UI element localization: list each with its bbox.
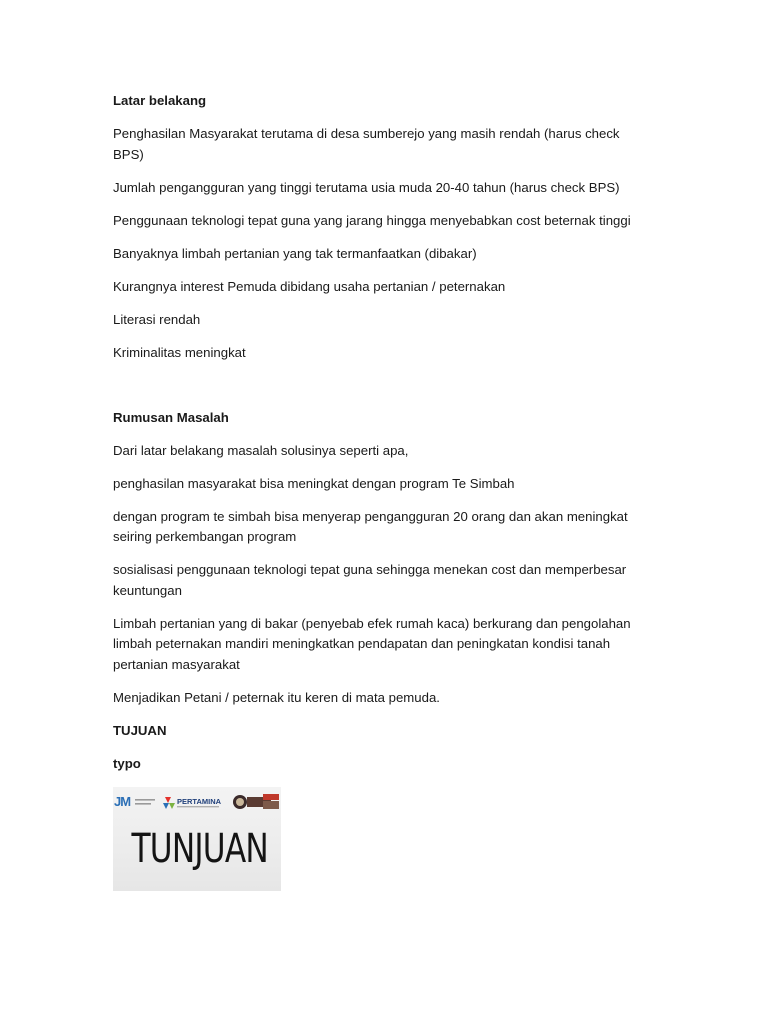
heading-tujuan: TUJUAN	[113, 722, 167, 738]
banner-title: TUNJUAN	[131, 825, 268, 872]
latar-item: Kriminalitas meningkat	[113, 344, 246, 360]
sponsor-logos	[113, 793, 281, 811]
rumusan-item: penghasilan masyarakat bisa meningkat dengan program Te Simbah	[113, 475, 515, 491]
heading-latar-belakang: Latar belakang	[113, 93, 207, 108]
latar-item: Banyaknya limbah pertanian yang tak termanfaatkan (dibakar)	[113, 245, 477, 261]
latar-item: Penghasilan Masyarakat terutama di desa sumberejo yang masih rendah (harus check BPS)	[113, 126, 620, 162]
svg-text:JM: JM	[114, 793, 131, 809]
latar-item: Kurangnya interest Pemuda dibidang usaha pertanian / peternakan	[113, 278, 506, 294]
rumusan-item: dengan program te simbah bisa menyerap pengangguran 20 orang dan akan meningkat seiring perkembangan program	[113, 508, 628, 544]
document-body	[113, 91, 653, 891]
round-emblem-logo	[233, 794, 279, 809]
rumusan-item: Limbah pertanian yang di bakar (penyebab efek rumah kaca) berkurang dan pengolahan limbah peternakan mandiri meningkatkan pendapatan dan peningkatan kondisi tanah pertanian masyarakat	[113, 615, 631, 672]
latar-item: Literasi rendah	[113, 311, 201, 327]
section-spacer	[113, 376, 653, 408]
pertamina-logo	[163, 797, 222, 809]
rumusan-item: Menjadikan Petani / peternak itu keren di mata pemuda.	[113, 689, 440, 705]
subheading-typo: typo	[113, 755, 141, 771]
jm-logo	[114, 794, 155, 809]
svg-text:PERTAMINA: PERTAMINA	[177, 796, 222, 806]
latar-item: Penggunaan teknologi tepat guna yang jarang hingga menyebabkan cost beternak tinggi	[113, 212, 631, 228]
rumusan-item: sosialisasi penggunaan teknologi tepat guna sehingga menekan cost dan memperbesar keuntungan	[113, 562, 627, 598]
tunjuan-banner-image	[113, 787, 281, 891]
latar-item: Jumlah pengangguran yang tinggi terutama usia muda 20-40 tahun (harus check BPS)	[113, 179, 620, 195]
rumusan-item: Dari latar belakang masalah solusinya seperti apa,	[113, 442, 409, 458]
heading-rumusan-masalah: Rumusan Masalah	[113, 409, 229, 425]
